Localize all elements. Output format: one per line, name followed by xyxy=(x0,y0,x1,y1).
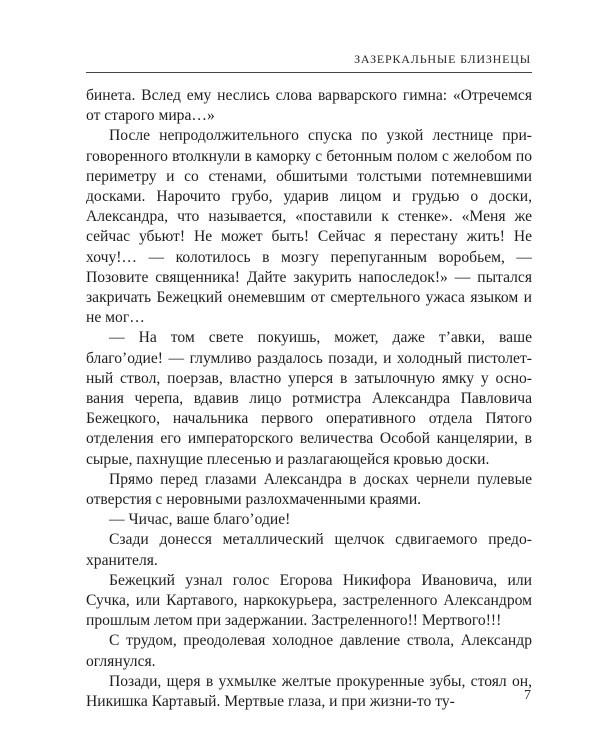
paragraph: После непродолжительного спуска по узкой лестнице приговоренного втолкнули в каморку с бетонным полом с желобом по периметру и со стенами, обшитыми толстыми потемневшими досками. Нарочито грубо, ударив лицом и грудью о доски, Александра, что называется, «поставили к стенке». «Меня же сейчас убьют! Не может быть! Сейчас я перестану жить! Не хочу!… — колотилось в мозгу перепуганным воробьем, — Позовите священника! Дайте закурить напоследок!» — пытался закричать Бежецкий онемевшим от смертельного ужаса языком и не мог… xyxy=(86,127,532,327)
header-rule xyxy=(86,72,532,73)
paragraph: — На том свете покуишь, может, даже т’авки, ваше благо’одие! — глумливо раздалось позади, и холодный пистолетный ствол, поерзав, властно уперся в затылочную ямку у основания черепа, вдавив лицо ротмистра Александра Павловича Бежецкого, начальника первого оперативного отдела Пятого отделения его императорского величества Особой канцелярии, в сырые, пахнущие плесенью и разлагающейся кровью доски. xyxy=(86,329,532,468)
paragraph: С трудом, преодолевая холодное давление ствола, Александр оглянулся. xyxy=(86,632,532,670)
page-number: 7 xyxy=(524,688,531,703)
paragraph: Позади, щеря в ухмылке желтые прокуренные зубы, стоял он, Никишка Картавый. Мертвые глаза, и при жизни-то ту- xyxy=(86,672,532,711)
paragraph: Прямо перед глазами Александра в досках чернели пулевые отверстия с неровными разлохмаченными краями. xyxy=(86,470,532,509)
running-head: ЗАЗЕРКАЛЬНЫЕ БЛИЗНЕЦЫ xyxy=(354,52,531,66)
paragraph: Сзади донесся металлический щелчок сдвигаемого предохранителя. xyxy=(86,531,532,569)
paragraph: бинета. Вслед ему неслись слова варварского гимна: «Отречемся от старого мира…» xyxy=(86,87,532,125)
paragraph: — Чичас, ваше благо’одие! xyxy=(109,511,291,529)
paragraph: Бежецкий узнал голос Егорова Никифора Ивановича, или Сучка, или Картавого, наркокурьера, застреленного Александром прошлым летом при задержании. Застреленного!! Мертвого!!! xyxy=(86,571,532,630)
body-text xyxy=(86,86,532,712)
